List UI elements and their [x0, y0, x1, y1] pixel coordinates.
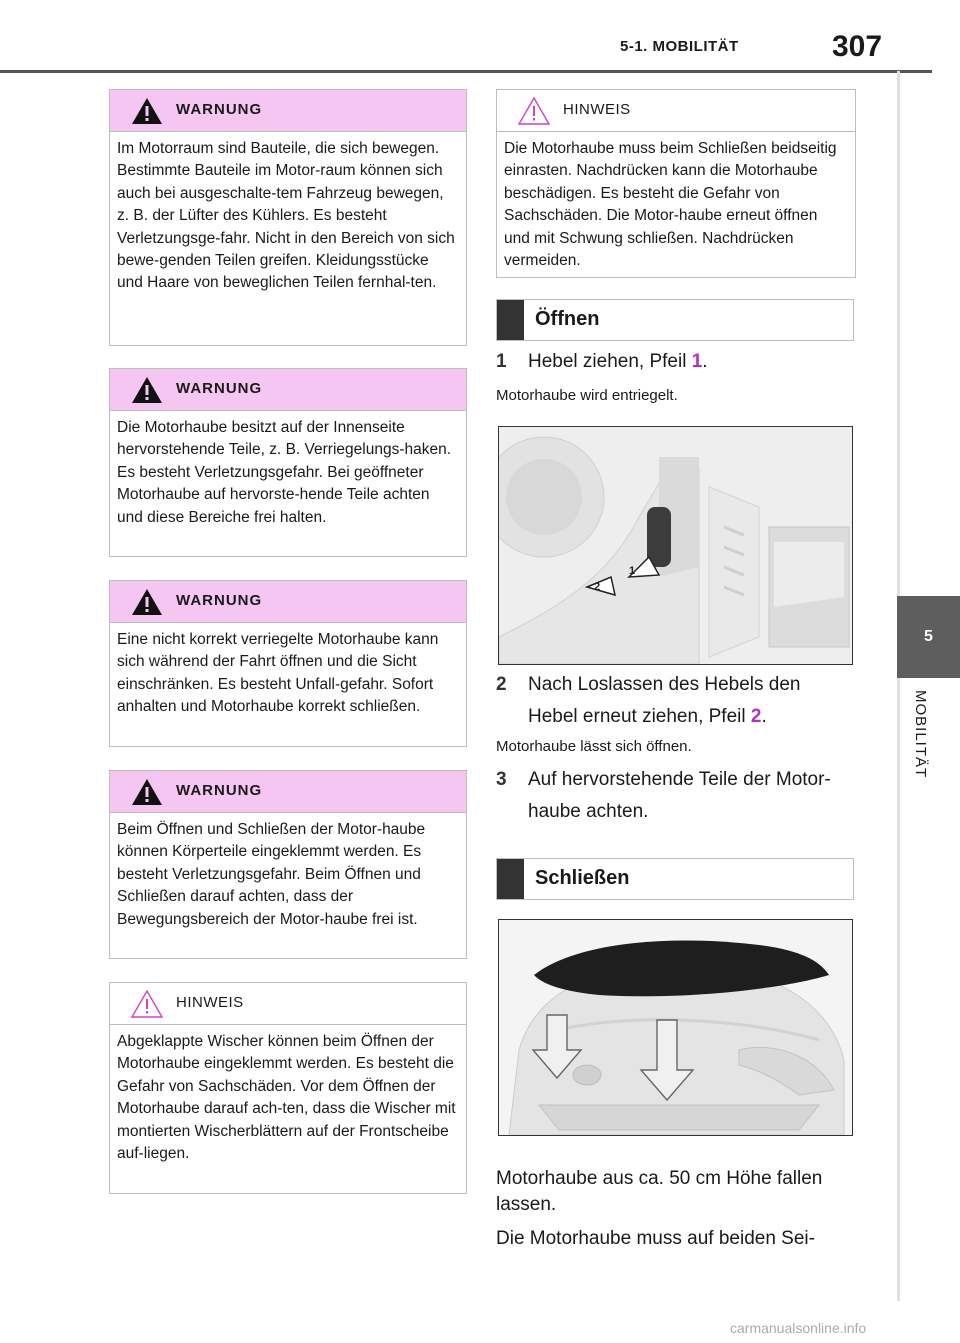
side-rule: [897, 71, 900, 1301]
warning-box-2: [109, 368, 467, 557]
step-1-result: Motorhaube wird entriegelt.: [496, 387, 678, 404]
warning-title: WARNUNG: [176, 782, 263, 799]
step-2: [496, 670, 801, 732]
step-text: Nach Loslassen des Hebels den: [528, 674, 801, 695]
warning-title: WARNUNG: [176, 592, 263, 609]
section-title: 5-1. MOBILITÄT: [620, 38, 739, 55]
warning-header: [110, 90, 466, 132]
warning-header: [110, 581, 466, 623]
notice-triangle-icon: [517, 96, 551, 126]
arrow-ref: 2: [750, 706, 762, 727]
notice-header: [497, 90, 855, 132]
warning-box-3: [109, 580, 467, 747]
notice-text: Die Motorhaube muss beim Schließen beidseitig einrasten. Nachdrücken kann die Motorhaube beschädigen. Es besteht die Gefahr von Sachschäden. Die Motor-haube erneut öffnen und mit Schwung schließen. Nachdrücken vermeiden.: [504, 140, 837, 270]
step-text: Hebel erneut ziehen, Pfeil: [528, 706, 746, 727]
heading-bar: [497, 300, 524, 340]
notice-box-right: [496, 89, 856, 278]
warning-text: Beim Öffnen und Schließen der Motor-haube können Körperteile eingeklemmt werden. Es besteht Verletzungsgefahr. Beim Öffnen und Schließen darauf achten, dass der Bewegungsbereich der Motor-haube frei ist.: [117, 821, 426, 928]
step-1: [496, 347, 708, 377]
notice-text: Abgeklappte Wischer können beim Öffnen der Motorhaube eingeklemmt werden. Es besteht die Gefahr von Sachschäden. Vor dem Öffnen der Motorhaube darauf ach-ten, dass die Wischer mit montierten Wischerblättern auf der Frontscheibe auf-liegen.: [117, 1033, 456, 1163]
arrow-label-1: 1: [629, 565, 636, 577]
step-text: haube achten.: [528, 801, 649, 822]
step-3: [496, 765, 831, 827]
closing-line-2: lassen.: [496, 1194, 557, 1215]
header-rule: [0, 70, 932, 73]
heading-bar: [497, 859, 524, 899]
warning-header: [110, 369, 466, 411]
step-2-result: Motorhaube lässt sich öffnen.: [496, 738, 692, 755]
page-number: 307: [832, 30, 883, 63]
warning-text: Eine nicht korrekt verriegelte Motorhaube kann sich während der Fahrt öffnen und die Sicht einschränken. Es besteht Unfall-gefahr. Sofort anhalten und Motorhaube korrekt schließen.: [117, 631, 439, 716]
section-heading-open: [496, 299, 854, 341]
lever-illustration: [499, 427, 852, 664]
closing-instruction: [496, 1166, 822, 1252]
section-heading-close: [496, 858, 854, 900]
step-end: .: [761, 706, 767, 727]
arrow-label-2: 2: [594, 581, 601, 593]
notice-box-left: [109, 982, 467, 1194]
watermark: carmanualsonline.info: [730, 1320, 867, 1336]
heading-text: Schließen: [535, 867, 630, 889]
warning-box-4: [109, 770, 467, 959]
warning-header: [110, 771, 466, 813]
hood-illustration: [499, 920, 852, 1135]
notice-title: HINWEIS: [176, 994, 244, 1011]
step-text: Hebel ziehen, Pfeil: [528, 351, 687, 372]
arrow-ref: 1: [691, 351, 703, 372]
figure-release-lever: [498, 426, 853, 665]
step-number: 2: [496, 674, 507, 695]
chapter-label: MOBILITÄT: [912, 690, 929, 779]
notice-triangle-icon: [130, 989, 164, 1019]
figure-closing-hood: [498, 919, 853, 1136]
heading-text: Öffnen: [535, 308, 600, 330]
warning-triangle-icon: [130, 96, 164, 126]
warning-text: Im Motorraum sind Bauteile, die sich bewegen. Bestimmte Bauteile im Motor-raum können sich auch bei ausgeschalte-tem Fahrzeug bewegen, z. B. der Lüfter des Kühlers. Es besteht Verletzungsge-fahr. Nicht in den Bereich von sich bewe-genden Teilen greifen. Kleidungsstücke und Haare von beweglichen Teilen fernhal-ten.: [117, 140, 455, 292]
step-end: .: [702, 351, 708, 372]
notice-header: [110, 983, 466, 1025]
warning-triangle-icon: [130, 587, 164, 617]
closing-line-1: Motorhaube aus ca. 50 cm Höhe fallen: [496, 1168, 823, 1189]
warning-triangle-icon: [130, 375, 164, 405]
warning-triangle-icon: [130, 777, 164, 807]
step-number: 1: [496, 351, 507, 372]
warning-box-1: [109, 89, 467, 346]
chapter-tab[interactable]: 5: [897, 596, 960, 678]
warning-text: Die Motorhaube besitzt auf der Innenseite hervorstehende Teile, z. B. Verriegelungs-haken. Es besteht Verletzungsgefahr. Bei geöffneter Motorhaube auf hervorste-hende Teile achten und diese Bereiche frei halten.: [117, 419, 452, 526]
closing-line-3: Die Motorhaube muss auf beiden Sei-: [496, 1228, 815, 1249]
warning-title: WARNUNG: [176, 101, 263, 118]
notice-title: HINWEIS: [563, 101, 631, 118]
step-number: 3: [496, 769, 507, 790]
step-text: Auf hervorstehende Teile der Motor-: [528, 769, 831, 790]
warning-title: WARNUNG: [176, 380, 263, 397]
